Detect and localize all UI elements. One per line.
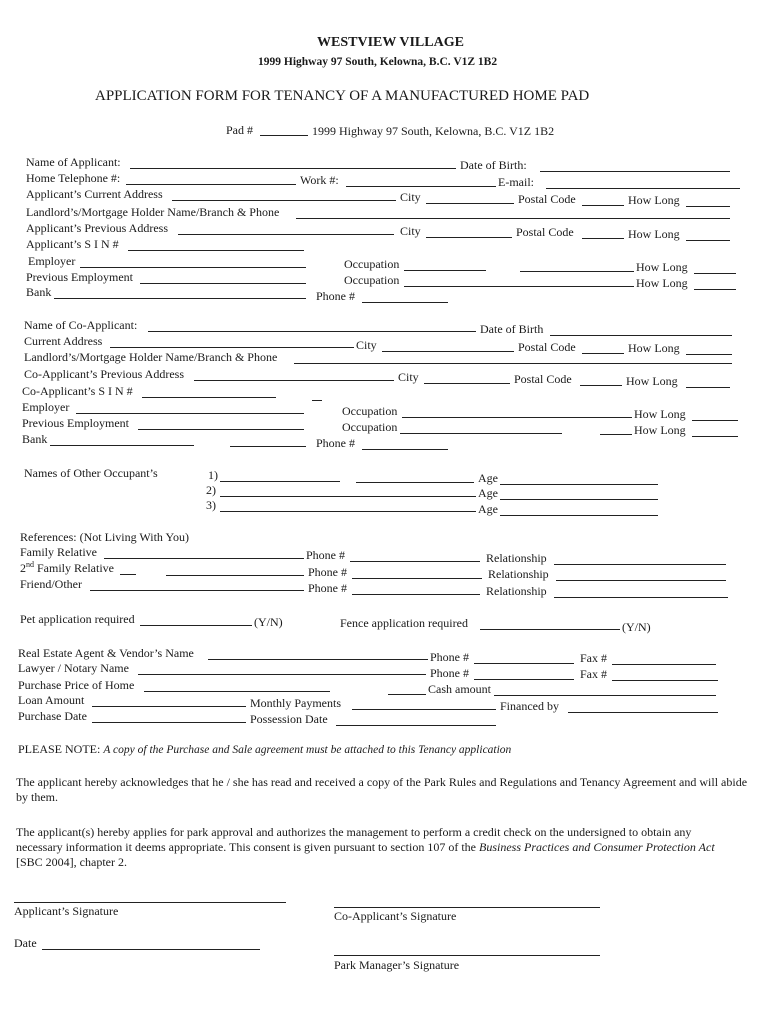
- applicant-signature-line[interactable]: [14, 902, 286, 903]
- applicant-howlong-field[interactable]: [686, 206, 730, 207]
- co-applicant-current-address-field[interactable]: [110, 347, 354, 348]
- co-applicant-city-field[interactable]: [382, 351, 514, 352]
- applicant-bank-field[interactable]: [54, 298, 306, 299]
- occupant-1-name-field-2[interactable]: [356, 482, 474, 483]
- agent-phone-field[interactable]: [474, 663, 574, 664]
- applicant-employer-label: Employer: [28, 254, 76, 268]
- applicant-current-address-label: Applicant’s Current Address: [26, 187, 163, 201]
- co-applicant-previous-address-label: Co-Applicant’s Previous Address: [24, 367, 184, 381]
- applicant-previous-address-label: Applicant’s Previous Address: [26, 221, 168, 235]
- occupant-2-age-field[interactable]: [500, 499, 658, 500]
- applicant-city-label: City: [400, 190, 421, 204]
- agent-label: Real Estate Agent & Vendor’s Name: [18, 646, 194, 660]
- ref-family-relationship-label: Relationship: [486, 551, 547, 565]
- ref-second-family-name-field[interactable]: [120, 574, 136, 575]
- applicant-employer-field[interactable]: [80, 267, 306, 268]
- co-applicant-employer-howlong-field[interactable]: [692, 420, 738, 421]
- lawyer-fax-field[interactable]: [612, 680, 718, 681]
- applicant-employer-howlong-label: How Long: [636, 260, 688, 274]
- applicant-bank-label: Bank: [26, 285, 52, 299]
- pet-label: Pet application required: [20, 612, 135, 626]
- applicant-city-field[interactable]: [426, 203, 514, 204]
- applicant-prev-city-field[interactable]: [426, 237, 512, 238]
- pet-field[interactable]: [140, 625, 252, 626]
- co-applicant-previous-address-field[interactable]: [194, 380, 394, 381]
- occupant-3-num: 3): [206, 498, 216, 512]
- work-phone-field[interactable]: [346, 186, 496, 187]
- occupant-1-name-field[interactable]: [220, 481, 340, 482]
- co-applicant-prev-postal-label: Postal Code: [514, 372, 572, 386]
- price-field-2[interactable]: [388, 694, 426, 695]
- applicant-prev-occupation-field[interactable]: [404, 286, 634, 287]
- agent-phone-label: Phone #: [430, 650, 469, 664]
- co-applicant-prev-occupation-field[interactable]: [400, 433, 562, 434]
- acknowledgement-text: The applicant hereby acknowledges that he / she has read and received a copy of the Park Rules and Regulations and Tenancy Agreement and will abide by them.: [16, 775, 748, 804]
- pet-yn: (Y/N): [254, 615, 283, 629]
- occupant-1-age-field[interactable]: [500, 484, 658, 485]
- agent-fax-label: Fax #: [580, 651, 607, 665]
- co-applicant-name-field[interactable]: [148, 331, 476, 332]
- applicant-prev-howlong-emp-label: How Long: [636, 276, 688, 290]
- references-heading: References: (Not Living With You): [20, 530, 189, 544]
- applicant-prev-occupation-label: Occupation: [344, 273, 400, 287]
- applicant-name-field[interactable]: [130, 168, 456, 169]
- occupant-1-num: 1): [208, 468, 218, 482]
- co-applicant-prev-howlong-emp-label: How Long: [634, 423, 686, 437]
- ref-friend-relationship-field[interactable]: [554, 597, 728, 598]
- fence-field[interactable]: [480, 629, 620, 630]
- co-applicant-prev-postal-field[interactable]: [580, 385, 622, 386]
- occupant-3-age-field[interactable]: [500, 515, 658, 516]
- applicant-sin-field[interactable]: [128, 250, 304, 251]
- work-phone-label: Work #:: [300, 173, 339, 187]
- applicant-prev-howlong-field[interactable]: [686, 240, 730, 241]
- co-applicant-name-label: Name of Co-Applicant:: [24, 318, 138, 332]
- ref-friend-phone-label: Phone #: [308, 581, 347, 595]
- form-title: APPLICATION FORM FOR TENANCY OF A MANUFACTURED HOME PAD: [95, 88, 590, 104]
- ref-family-name-field[interactable]: [104, 558, 304, 559]
- co-applicant-sin-field-2[interactable]: [312, 400, 322, 401]
- co-applicant-landlord-field[interactable]: [294, 363, 732, 364]
- co-applicant-howlong-label: How Long: [628, 341, 680, 355]
- occupants-label: Names of Other Occupant’s: [24, 466, 158, 480]
- park-name: WESTVIEW VILLAGE: [317, 35, 464, 50]
- lawyer-field[interactable]: [138, 674, 426, 675]
- applicant-prev-postal-label: Postal Code: [516, 225, 574, 239]
- applicant-previous-address-field[interactable]: [178, 234, 394, 235]
- possession-label: Possession Date: [250, 712, 328, 726]
- lawyer-phone-field[interactable]: [474, 679, 574, 680]
- email-label: E-mail:: [498, 175, 534, 189]
- applicant-bank-phone-field[interactable]: [362, 302, 448, 303]
- co-applicant-bank-field[interactable]: [50, 445, 194, 446]
- lawyer-label: Lawyer / Notary Name: [18, 661, 129, 675]
- financed-field[interactable]: [568, 712, 718, 713]
- co-applicant-prev-city-label: City: [398, 370, 419, 384]
- applicant-prev-postal-field[interactable]: [582, 238, 624, 239]
- manager-signature-line[interactable]: [334, 955, 600, 956]
- co-applicant-employer-label: Employer: [22, 400, 70, 414]
- purchase-date-field[interactable]: [92, 722, 246, 723]
- pad-label: Pad #: [226, 123, 253, 137]
- ref-friend-relationship-label: Relationship: [486, 584, 547, 598]
- co-applicant-bank-label: Bank: [22, 432, 48, 446]
- fence-yn: (Y/N): [622, 620, 651, 634]
- co-applicant-city-label: City: [356, 338, 377, 352]
- ref-family-label: Family Relative: [20, 545, 97, 559]
- applicant-prev-city-label: City: [400, 224, 421, 238]
- co-applicant-bank-field-2[interactable]: [230, 446, 306, 447]
- applicant-prev-howlong-emp-field[interactable]: [694, 289, 736, 290]
- co-applicant-employer-howlong-label: How Long: [634, 407, 686, 421]
- applicant-name-label: Name of Applicant:: [26, 155, 121, 169]
- applicant-dob-field[interactable]: [540, 171, 730, 172]
- applicant-postal-field[interactable]: [582, 205, 624, 206]
- date-field[interactable]: [42, 949, 260, 950]
- ref-second-family-name-field-2[interactable]: [166, 575, 304, 576]
- co-applicant-postal-field[interactable]: [582, 353, 624, 354]
- occupant-2-name-field[interactable]: [220, 496, 476, 497]
- co-applicant-postal-label: Postal Code: [518, 340, 576, 354]
- ref-second-family-relationship-label: Relationship: [488, 567, 549, 581]
- fence-label: Fence application required: [340, 616, 468, 630]
- manager-signature-label: Park Manager’s Signature: [334, 958, 460, 972]
- purchase-date-label: Purchase Date: [18, 709, 87, 723]
- co-applicant-employer-field[interactable]: [76, 413, 304, 414]
- home-phone-field[interactable]: [126, 184, 296, 185]
- home-phone-label: Home Telephone #:: [26, 171, 121, 185]
- co-applicant-prev-howlong-field[interactable]: [686, 387, 730, 388]
- please-note: PLEASE NOTE: A copy of the Purchase and Sale agreement must be attached to this Tenancy application: [18, 742, 512, 756]
- co-applicant-landlord-label: Landlord’s/Mortgage Holder Name/Branch & Phone: [24, 350, 278, 364]
- applicant-landlord-label: Landlord’s/Mortgage Holder Name/Branch & Phone: [26, 205, 280, 219]
- agent-field[interactable]: [208, 659, 428, 660]
- applicant-current-address-field[interactable]: [172, 200, 396, 201]
- pad-number-field[interactable]: [260, 135, 308, 136]
- cash-label: Cash amount: [428, 682, 491, 696]
- monthly-field[interactable]: [352, 709, 496, 710]
- ref-second-family-label: 2nd Family Relative: [20, 560, 114, 575]
- co-applicant-prev-occupation-label: Occupation: [342, 420, 398, 434]
- ref-friend-phone-field[interactable]: [352, 594, 480, 595]
- applicant-occupation-label: Occupation: [344, 257, 400, 271]
- ref-family-phone-field[interactable]: [350, 561, 480, 562]
- park-address: 1999 Highway 97 South, Kelowna, B.C. V1Z 1B2: [258, 56, 498, 68]
- co-applicant-sin-field[interactable]: [142, 397, 276, 398]
- lawyer-phone-label: Phone #: [430, 666, 469, 680]
- possession-field[interactable]: [336, 725, 496, 726]
- applicant-howlong-label: How Long: [628, 193, 680, 207]
- monthly-label: Monthly Payments: [250, 696, 342, 710]
- applicant-occupation-field-2[interactable]: [520, 271, 634, 272]
- ref-family-relationship-field[interactable]: [554, 564, 726, 565]
- date-label: Date: [14, 936, 37, 950]
- occupant-3-name-field[interactable]: [220, 511, 476, 512]
- applicant-sin-label: Applicant’s S I N #: [26, 237, 119, 251]
- co-applicant-prev-howlong-emp-field[interactable]: [692, 436, 738, 437]
- consent-text: The applicant(s) hereby applies for park approval and authorizes the management to perform a credit check on the undersigned to obtain any necessary information it deems appropriate. This consent is given pursuant to section 107 of the Business Practices and Consumer Protection Act [SBC 2004], chapter 2.: [16, 825, 715, 869]
- applicant-bank-phone-label: Phone #: [316, 289, 355, 303]
- co-applicant-signature-line[interactable]: [334, 907, 600, 908]
- co-applicant-occupation-field[interactable]: [402, 417, 632, 418]
- co-applicant-dob-label: Date of Birth: [480, 322, 544, 336]
- occupant-2-num: 2): [206, 483, 216, 497]
- applicant-previous-employment-field[interactable]: [140, 283, 306, 284]
- cash-field[interactable]: [494, 695, 716, 696]
- co-applicant-previous-employment-label: Previous Employment: [22, 416, 129, 430]
- email-field[interactable]: [546, 188, 740, 189]
- ref-friend-label: Friend/Other: [20, 577, 82, 591]
- co-applicant-previous-employment-field[interactable]: [138, 429, 304, 430]
- applicant-employer-howlong-field[interactable]: [694, 273, 736, 274]
- loan-field[interactable]: [92, 706, 246, 707]
- agent-fax-field[interactable]: [612, 664, 716, 665]
- applicant-previous-employment-label: Previous Employment: [26, 270, 133, 284]
- co-applicant-prev-city-field[interactable]: [424, 383, 510, 384]
- ref-second-family-phone-label: Phone #: [308, 565, 347, 579]
- co-applicant-prev-occupation-field-2[interactable]: [600, 434, 632, 435]
- co-applicant-bank-phone-field[interactable]: [362, 449, 448, 450]
- co-applicant-signature-label: Co-Applicant’s Signature: [334, 909, 457, 923]
- lawyer-fax-label: Fax #: [580, 667, 607, 681]
- applicant-prev-howlong-label: How Long: [628, 227, 680, 241]
- ref-family-phone-label: Phone #: [306, 548, 345, 562]
- applicant-postal-label: Postal Code: [518, 192, 576, 206]
- loan-label: Loan Amount: [18, 693, 85, 707]
- ref-second-family-relationship-field[interactable]: [556, 580, 726, 581]
- occupant-1-age-label: Age: [478, 471, 498, 485]
- co-applicant-occupation-label: Occupation: [342, 404, 398, 418]
- co-applicant-prev-howlong-label: How Long: [626, 374, 678, 388]
- price-label: Purchase Price of Home: [18, 678, 135, 692]
- ref-second-family-phone-field[interactable]: [352, 578, 482, 579]
- ref-friend-name-field[interactable]: [90, 590, 304, 591]
- co-applicant-sin-label: Co-Applicant’s S I N #: [22, 384, 133, 398]
- co-applicant-bank-phone-label: Phone #: [316, 436, 355, 450]
- applicant-dob-label: Date of Birth:: [460, 158, 527, 172]
- pad-address: 1999 Highway 97 South, Kelowna, B.C. V1Z 1B2: [312, 124, 555, 138]
- co-applicant-howlong-field[interactable]: [686, 354, 732, 355]
- applicant-signature-label: Applicant’s Signature: [14, 904, 119, 918]
- applicant-landlord-field[interactable]: [296, 218, 730, 219]
- price-field[interactable]: [144, 691, 330, 692]
- occupant-3-age-label: Age: [478, 502, 498, 516]
- financed-label: Financed by: [500, 699, 559, 713]
- co-applicant-dob-field[interactable]: [550, 335, 732, 336]
- occupant-2-age-label: Age: [478, 486, 498, 500]
- applicant-occupation-field[interactable]: [404, 270, 486, 271]
- co-applicant-current-address-label: Current Address: [24, 334, 103, 348]
